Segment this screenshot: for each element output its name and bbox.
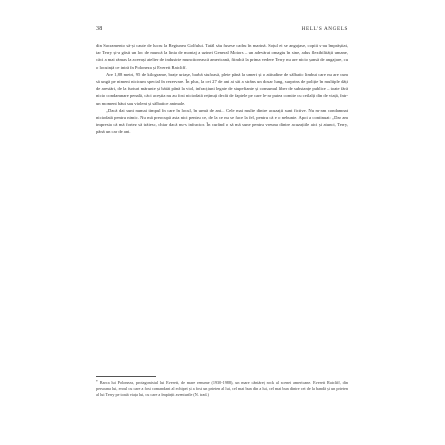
footnote	[96, 380, 348, 397]
running-head	[96, 24, 348, 34]
book-title: HELL'S ANGELS	[301, 26, 348, 32]
paragraph-1: din Sacramento să-și caute de lucru la Regiunea Golfului. Tatăl său fusese cadru în marină. Soțul ei se angajase, copiii s-au împrăștiat, iar Terry și-a găsit un loc de muncă la linia de montaj a uzinei General Motors – un adevărat omagiu în sine, adus flexibilității umane, căci a mai rămas la aceeași atelier de industrie muncitorească americană, fiindcă la prima vedere Terry nu are nicio șansă de angajare, cu o locuință ce intră în Poloneza și Everett Ratcliff.	[96, 43, 348, 70]
page-number: 38	[96, 26, 103, 32]
body-text	[96, 42, 348, 136]
paragraph-3: „Dacă dai sunt numai timpul în care în locul, în urmă de ani... Cele mai multe dintre acuzații sunt fictive. Nu m-am condamnat niciodată pentru nimic. Nu mă preocupă asta nici pentru ce, de la ce nu se face la fel, pentru că e o nebunie. Apoi a continuat: „Dar am impresia că mă fortez să trăiesc, chiar dacă nu-s infractor. În curând o să mă sune pentru vreuna dintre acuzațiile aici și atunci, Terry, până un car de ani.	[96, 107, 348, 135]
paragraph-2: Are 1,88 metri, 95 de kilograme, brațe uriașe, barbă stufoasă, plete până la umeri și o atitudine de sălbatic limbut care nu are cum să ungă pe nimeni nicicum special în rezervare. În plus, la cei 27 de ani ai săi a strâns un dosar lung, surprins de poliție în multiple dăți de arestări, de la furturi mărunte și bătăi până la viol, infracțiuni legate de stupefiante și consumul liber de substanțe publice – toate fără nicio condamnare penală, căci aceștia nu au fost niciodată reținuți decât de faptele pe care le-ar putea comite cu ceilalți din de viață, într-un moment băut sau violent și sălbatice animale.	[96, 71, 348, 106]
footnote-text: Barca lui Poloneza, protagonistul lui Everett, de mare renume (1930-1988), un mare cântăreț rock al scenei americane. Everett Ratcliff, din persoana lui, eroul cu care a fost comandant al echipei și a fost un prieten al lui, cel mai bun din a lui, cel mai bun dintre cei de la bandă și un prieten al lui Terry pe toată viața lui, cu care a împărțit aventurile (N. trad.)	[96, 380, 348, 397]
footnote-divider	[96, 376, 156, 377]
footnote-marker: *	[96, 380, 98, 384]
